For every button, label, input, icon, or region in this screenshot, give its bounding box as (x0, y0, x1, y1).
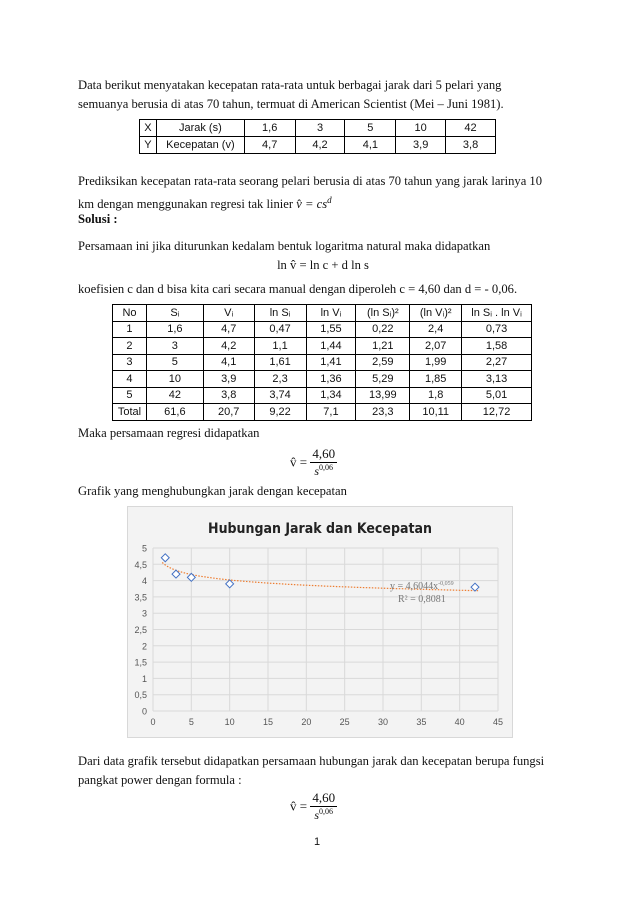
calculation-table-cell: 2,27 (462, 354, 532, 371)
log-equation: ln v̂ = ln c + d ln s (277, 258, 369, 272)
calculation-table-cell: 1,21 (356, 338, 410, 355)
calculation-table-cell: 1,58 (462, 338, 532, 355)
x-tick-label: 30 (377, 717, 389, 727)
y-tick-label: 0 (141, 706, 147, 717)
final-equation-numerator: 4,60 (312, 790, 336, 805)
regresi-text: Maka persamaan regresi didapatkan (78, 426, 260, 440)
calculation-table-cell: 4 (113, 371, 147, 388)
predict-formula-exp: d (327, 195, 332, 205)
y-tick-label: 1 (141, 673, 147, 684)
calculation-table-cell: 1,36 (306, 371, 356, 388)
x-tick-label: 0 (150, 717, 156, 727)
calculation-table-cell: 0,22 (356, 321, 410, 338)
calculation-table-cell: 10,11 (410, 404, 462, 421)
calculation-table-cell: 4,1 (203, 354, 254, 371)
calculation-table-row (113, 404, 532, 421)
final-equation-lhs: v̂ = (290, 798, 308, 814)
intro-line-1: Data berikut menyatakan kecepatan rata-rata untuk berbagai jarak dari 5 pelari yang (78, 78, 502, 92)
y-tick-label: 4 (141, 576, 147, 587)
coefficient-text: koefisien c dan d bisa kita cari secara manual dengan diperoleh c = 4,60 dan d = - 0,06. (78, 282, 518, 296)
calculation-table-cell: 1 (113, 321, 147, 338)
data-table-cell: Jarak (s) (156, 120, 244, 137)
data-point (471, 583, 479, 591)
calculation-table-cell: 7,1 (306, 404, 356, 421)
calculation-table-cell: 0,47 (254, 321, 306, 338)
x-tick-label: 45 (492, 717, 504, 727)
data-table-cell: Kecepatan (v) (156, 137, 244, 154)
predict-formula: v̂ = cs (296, 197, 328, 212)
data-table-row (140, 120, 496, 137)
calculation-table-cell: 61,6 (146, 404, 203, 421)
header-cell: ln Sᵢ . ln Vᵢ (462, 305, 532, 322)
x-tick-label: 15 (262, 717, 274, 727)
data-table-cell: 10 (396, 120, 446, 137)
data-table-cell: 3,8 (446, 137, 496, 154)
x-tick-label: 20 (301, 717, 312, 727)
calculation-table-cell: 3,74 (254, 387, 306, 404)
y-tick-label: 5 (141, 543, 147, 554)
conclusion-line-2: pangkat power dengan formula : (78, 773, 242, 787)
scatter-chart (128, 507, 512, 737)
calculation-table-cell: 2,4 (410, 321, 462, 338)
predict-paragraph (78, 172, 568, 214)
calculation-table-cell: 5,01 (462, 387, 532, 404)
predict-line-1: Prediksikan kecepatan rata-rata seorang pelari berusia di atas 70 tahun yang jarak larinya 10 (78, 174, 543, 188)
header-cell: Vᵢ (203, 305, 254, 322)
data-table-cell: 4,7 (244, 137, 295, 154)
calculation-table-cell: 3,9 (203, 371, 254, 388)
calculation-table-cell: 42 (146, 387, 203, 404)
final-equation-denominator: $s^{0,06}$ (314, 807, 334, 822)
conclusion-line-1: Dari data grafik tersebut didapatkan persamaan hubungan jarak dan kecepatan berupa fungsi (78, 754, 545, 768)
equation-denominator: $s^{0,06}$ (314, 463, 334, 478)
data-table-cell: 3 (295, 120, 345, 137)
equation-numerator: 4,60 (312, 446, 336, 461)
data-table-row (140, 137, 496, 154)
calculation-table-cell: 3 (113, 354, 147, 371)
solusi-label: Solusi : (78, 212, 118, 226)
calculation-table-cell: 5 (113, 387, 147, 404)
calculation-table-cell: 2,3 (254, 371, 306, 388)
y-tick-label: 2 (141, 641, 147, 652)
y-tick-label: 3,5 (134, 592, 147, 603)
y-tick-label: 2,5 (134, 625, 147, 635)
calculation-table-cell: 4,7 (203, 321, 254, 338)
calculation-table-cell: 12,72 (462, 404, 532, 421)
calculation-table-cell: 5 (146, 354, 203, 371)
header-cell: ln Sᵢ (254, 305, 306, 322)
calculation-table-header (113, 305, 532, 322)
data-table-cell: X (140, 120, 157, 137)
intro-line-2: semuanya berusia di atas 70 tahun, termuat di American Scientist (Mei – Juni 1981). (78, 97, 504, 111)
calculation-table-cell: 1,34 (306, 387, 356, 404)
calculation-table-cell: Total (113, 404, 147, 421)
calculation-table-cell: 1,44 (306, 338, 356, 355)
equation-lhs: v̂ = (290, 454, 308, 470)
log-text: Persamaan ini jika diturunkan kedalam bentuk logaritma natural maka didapatkan (78, 239, 491, 253)
y-tick-label: 0,5 (134, 690, 147, 701)
trendline-equation-base: y = 4,6044x (390, 581, 439, 592)
header-cell: (ln Vᵢ)² (410, 305, 462, 322)
equation-fraction (310, 446, 337, 479)
header-cell: Sᵢ (146, 305, 203, 322)
calculation-table-cell: 1,61 (254, 354, 306, 371)
calculation-table-cell: 5,29 (356, 371, 410, 388)
trendline-r-squared: R² = 0,8081 (398, 594, 446, 605)
final-equation-fraction (310, 790, 337, 823)
data-table-cell: 1,6 (244, 120, 295, 137)
intro-paragraph (78, 76, 568, 114)
x-tick-label: 10 (224, 717, 235, 727)
data-table-cell: 42 (446, 120, 496, 137)
calculation-table-cell: 2 (113, 338, 147, 355)
chart-container (127, 506, 513, 738)
calculation-table-cell: 20,7 (203, 404, 254, 421)
calculation-table-cell: 10 (146, 371, 203, 388)
final-equation (290, 790, 337, 823)
conclusion-paragraph (78, 752, 568, 790)
data-table-cell: 3,9 (396, 137, 446, 154)
calculation-table-cell: 0,73 (462, 321, 532, 338)
calculation-table-cell: 1,6 (146, 321, 203, 338)
x-tick-label: 35 (416, 717, 427, 727)
regression-equation (290, 446, 337, 479)
grafik-text: Grafik yang menghubungkan jarak dengan kecepatan (78, 484, 347, 498)
header-cell: (ln Sᵢ)² (356, 305, 410, 322)
calculation-table-cell: 3,8 (203, 387, 254, 404)
calculation-table-cell: 2,07 (410, 338, 462, 355)
x-tick-label: 25 (339, 717, 350, 727)
calculation-table-row (113, 371, 532, 388)
trendline-equation-exp: -0,059 (438, 581, 454, 587)
data-table-cell: 4,2 (295, 137, 345, 154)
calculation-table-cell: 1,85 (410, 371, 462, 388)
calculation-table-cell: 1,41 (306, 354, 356, 371)
header-cell: No (113, 305, 147, 322)
chart-title: Hubungan Jarak dan Kecepatan (208, 521, 432, 537)
calculation-table-cell: 1,99 (410, 354, 462, 371)
calculation-table-cell: 2,59 (356, 354, 410, 371)
y-tick-label: 1,5 (134, 657, 147, 668)
calculation-table-row (113, 338, 532, 355)
calculation-table-row (113, 354, 532, 371)
data-table-cell: 4,1 (345, 137, 396, 154)
calculation-table-cell: 3 (146, 338, 203, 355)
calculation-table-cell: 23,3 (356, 404, 410, 421)
y-tick-label: 3 (141, 608, 147, 619)
calculation-table (112, 304, 532, 421)
calculation-table-cell: 1,8 (410, 387, 462, 404)
calculation-table-cell: 4,2 (203, 338, 254, 355)
page-number: 1 (314, 836, 321, 848)
data-point (161, 554, 169, 562)
data-table-cell: 5 (345, 120, 396, 137)
calculation-table-cell: 1,55 (306, 321, 356, 338)
predict-line-2: km dengan menggunakan regresi tak linier v̂ = $cs^d$ (78, 195, 332, 212)
data-table-cell: Y (140, 137, 157, 154)
x-tick-label: 40 (454, 717, 465, 727)
calculation-table-cell: 9,22 (254, 404, 306, 421)
x-tick-label: 5 (188, 717, 194, 727)
calculation-table-row (113, 321, 532, 338)
calculation-table-cell: 1,1 (254, 338, 306, 355)
y-tick-label: 4,5 (134, 559, 147, 570)
header-cell: ln Vᵢ (306, 305, 356, 322)
calculation-table-row (113, 387, 532, 404)
calculation-table-cell: 13,99 (356, 387, 410, 404)
calculation-table-cell: 3,13 (462, 371, 532, 388)
data-table (139, 119, 496, 154)
